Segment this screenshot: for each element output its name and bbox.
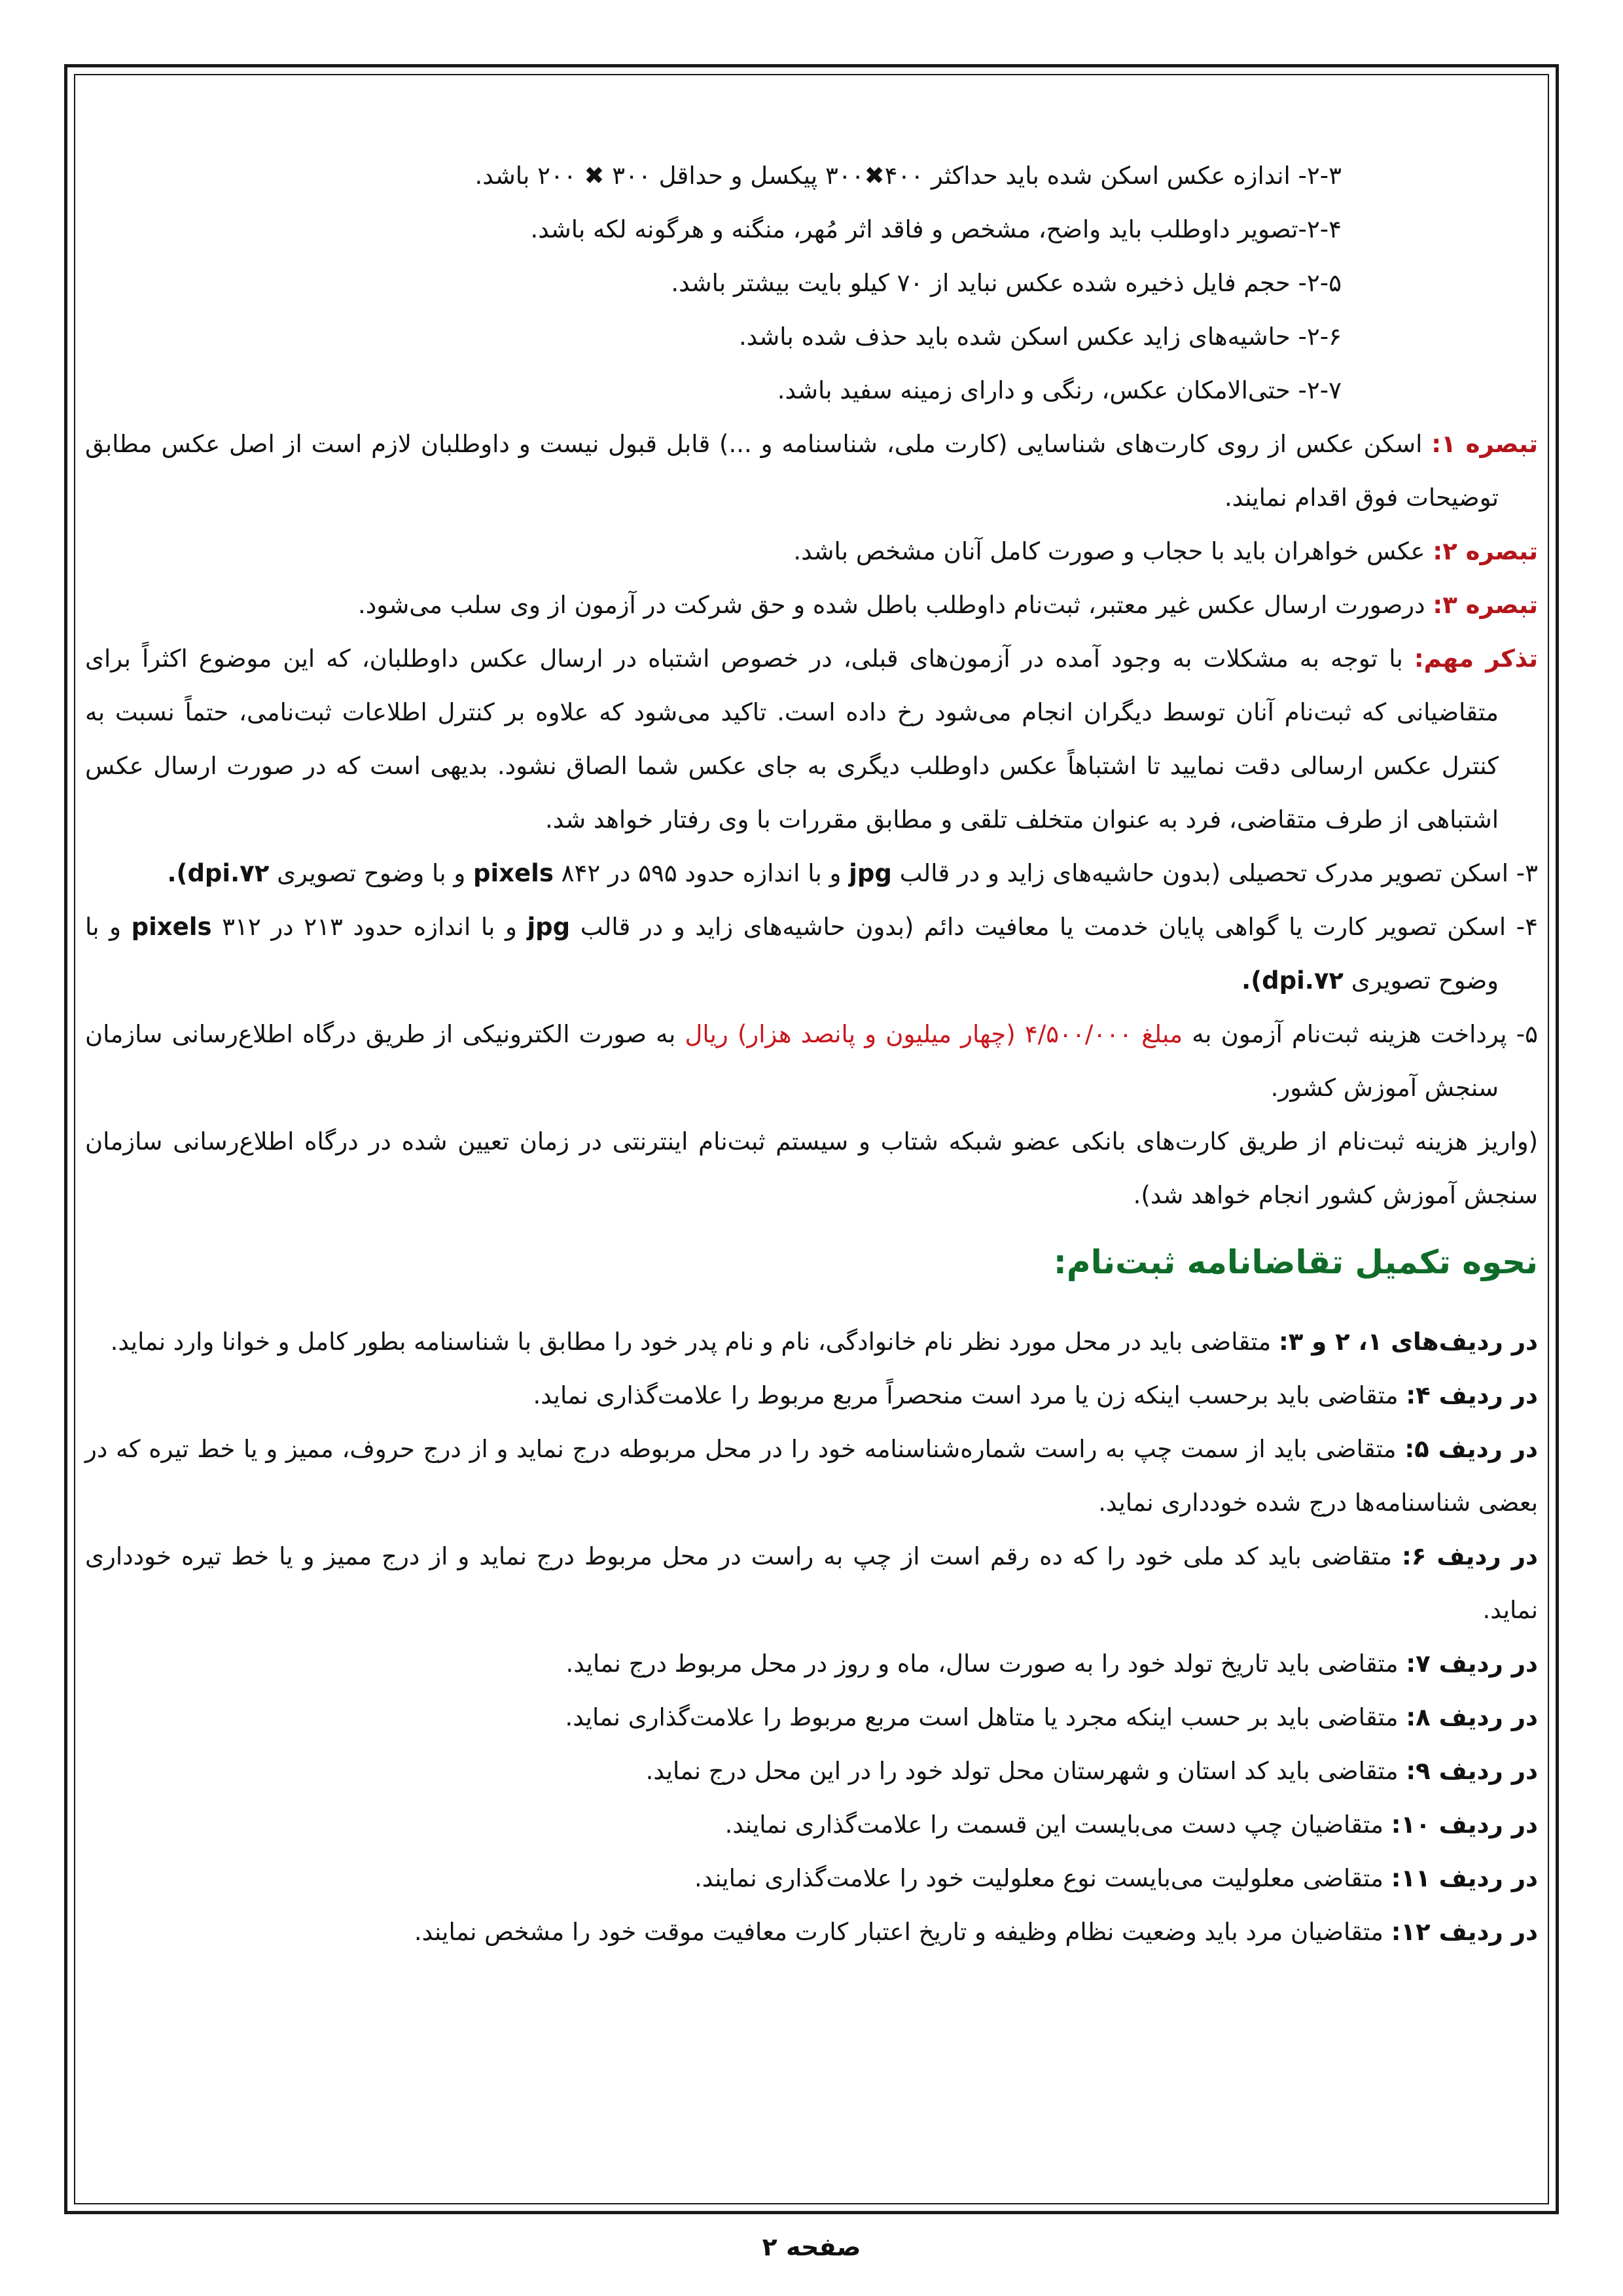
note-3-text: درصورت ارسال عکس غیر معتبر، ثبت‌نام داوطلب باطل شده و حق شرکت در آزمون از وی سلب می‌شود. [357,591,1433,619]
note-2-label: تبصره ۲: [1433,537,1538,565]
row-instruction-5 [85,1422,1538,1530]
payment-note: (واریز هزینه ثبت‌نام از طریق کارت‌های بانکی عضو شبکه شتاب و سیستم ثبت‌نام اینترنتی در زمان تعیین شده در درگاه اطلاع‌رسانی سازمان سنجش آموزش کشور انجام خواهد شد). [85,1127,1538,1209]
note-3-label: تبصره ۳: [1433,591,1538,619]
row-label: در ردیف ۵: [1404,1435,1538,1463]
item-3-suffix: و با وضوح تصویری [269,859,474,887]
item-4-dpi: dpi.۷۲). [1241,966,1344,995]
row-instruction-11 [85,1852,1538,1905]
item-3-dpi: dpi.۷۲). [167,859,270,887]
item-5-amount: مبلغ ۴/۵۰۰/۰۰۰ (چهار میلیون و پانصد هزار) ریال [685,1020,1183,1048]
row-label: در ردیف‌های ۱، ۲ و ۳: [1278,1328,1538,1356]
photo-requirements [85,149,1538,417]
row-label: در ردیف ۸: [1406,1703,1538,1731]
item-4-military-scan [85,900,1538,1008]
form-rows-instructions [85,1315,1538,1959]
row-text: متقاضی باید کد ملی خود را که ده رقم است از چپ به راست در محل مربوط درج نماید و از درج ممیز و یا خط تیره خودداری نماید. [85,1542,1538,1624]
item-5-payment [85,1008,1538,1115]
item-5-prefix: ۵- پرداخت هزینه ثبت‌نام آزمون به [1183,1020,1538,1048]
important-reminder-label: تذکر مهم: [1414,645,1538,673]
section-heading: نحوه تکمیل تقاضانامه ثبت‌نام: [1053,1243,1538,1281]
item-4-prefix: ۴- اسکن تصویر کارت یا گواهی پایان خدمت یا معافیت دائم (بدون حاشیه‌های زاید و در قالب [570,913,1538,941]
item-4-unit: pixels [131,913,212,941]
row-text: متقاضی باید در محل مورد نظر نام خانوادگی، نام و نام پدر خود را مطابق با شناسنامه بطور کامل و خوانا وارد نماید. [110,1328,1279,1356]
row-label: در ردیف ۶: [1401,1542,1538,1570]
row-text: متقاضی باید بر حسب اینکه مجرد یا متاهل است مربع مربوط را علامت‌گذاری نماید. [565,1703,1406,1731]
note-2 [85,525,1538,578]
item-4-size: و با اندازه حدود ۲۱۳ در ۳۱۲ [211,913,527,941]
row-instruction-10 [85,1798,1538,1852]
row-instruction-6 [85,1530,1538,1637]
sub-item-2-4: ۲-۴-تصویر داوطلب باید واضح، مشخص و فاقد اثر مُهر، منگنه و هرگونه لکه باشد. [530,215,1342,243]
item-3-education-scan [85,847,1538,900]
row-instruction-8 [85,1691,1538,1744]
row-text: متقاضی باید کد استان و شهرستان محل تولد خود را در این محل درج نماید. [645,1757,1406,1785]
row-label: در ردیف ۱۰: [1391,1810,1538,1839]
page-number: صفحه ۲ [762,2233,861,2261]
row-text: متقاضیان چپ دست می‌بایست این قسمت را علامت‌گذاری نمایند. [724,1810,1391,1839]
page-content [85,149,1538,1959]
row-text: متقاضی باید تاریخ تولد خود را به صورت سال، ماه و روز در محل مربوط درج نماید. [565,1650,1406,1678]
row-instruction-12 [85,1905,1538,1959]
important-reminder [85,632,1538,847]
sub-item-2-7: ۲-۷- حتی‌الامکان عکس، رنگی و دارای زمینه سفید باشد. [777,376,1342,404]
row-text: متقاضی باید از سمت چپ به راست شماره‌شناسنامه خود را در محل مربوطه درج نماید و از درج حروف، ممیز و یا خط تیره که در بعضی شناسنامه‌ها درج شده خودداری نماید. [85,1435,1538,1517]
note-2-text: عکس خواهران باید با حجاب و صورت کامل آنان مشخص باشد. [793,537,1433,565]
row-text: متقاضی باید برحسب اینکه زن یا مرد است منحصراً مربع مربوط را علامت‌گذاری نماید. [533,1381,1406,1409]
item-4-format: jpg [527,913,571,941]
item-5-suffix: به صورت الکترونیکی از طریق درگاه اطلاع‌رسانی سازمان سنجش آموزش کشور. [85,1020,1499,1102]
row-instruction-7 [85,1637,1538,1691]
row-text: متقاضیان مرد باید وضعیت نظام وظیفه و تاریخ اعتبار کارت معافیت موقت خود را مشخص نمایند. [414,1918,1391,1946]
item-3-unit: pixels [473,859,554,887]
row-instruction-1-2-3 [85,1315,1538,1369]
row-instruction-4 [85,1369,1538,1422]
row-text: متقاضی معلولیت می‌بایست نوع معلولیت خود را علامت‌گذاری نمایند. [694,1864,1391,1892]
row-label: در ردیف ۹: [1406,1757,1538,1785]
sub-item-2-5: ۲-۵- حجم فایل ذخیره شده عکس نباید از ۷۰ کیلو بایت بیشتر باشد. [671,269,1342,297]
note-1-label: تبصره ۱: [1431,430,1538,458]
row-label: در ردیف ۱۱: [1391,1864,1538,1892]
row-label: در ردیف ۷: [1406,1650,1538,1678]
item-3-format: jpg [849,859,892,887]
important-reminder-text: با توجه به مشکلات به وجود آمده در آزمون‌های قبلی، در خصوص اشتباه در ارسال عکس داوطلبان، که این موضوع اکثراً برای متقاضیانی که ثبت‌نام آنان توسط دیگران انجام می‌شود رخ داده است. تاکید می‌شود که علاوه بر کنترل اطلاعات ثبت‌نامی، حتماً نسبت به کنترل عکس ارسالی دقت نمایید تا اشتباهاً عکس داوطلب دیگری به جای عکس شما الصاق نشود. بدیهی است که در صورت ارسال عکس اشتباهی از طرف متقاضی، فرد به عنوان متخلف تلقی و مطابق مقررات با وی رفتار خواهد شد. [85,645,1499,834]
row-label: در ردیف ۴: [1406,1381,1538,1409]
item-3-prefix: ۳- اسکن تصویر مدرک تحصیلی (بدون حاشیه‌های زاید و در قالب [891,859,1538,887]
note-1 [85,417,1538,525]
row-label: در ردیف ۱۲: [1391,1918,1538,1946]
sub-item-2-3: ۲-۳- اندازه عکس اسکن شده باید حداکثر ۴۰۰✖۳۰۰ پیکسل و حداقل ۳۰۰ ✖ ۲۰۰ باشد. [474,162,1342,190]
note-3 [85,578,1538,632]
sub-item-2-6: ۲-۶- حاشیه‌های زاید عکس اسکن شده باید حذف شده باشد. [739,323,1342,351]
row-instruction-9 [85,1744,1538,1798]
item-4-suffix: و با وضوح تصویری [85,913,1499,995]
note-1-text: اسکن عکس از روی کارت‌های شناسایی (کارت ملی، شناسنامه و ...) قابل قبول نیست و داوطلبان لازم است از اصل عکس مطابق توضیحات فوق اقدام نمایند. [85,430,1499,512]
item-3-size: و با اندازه حدود ۵۹۵ در ۸۴۲ [553,859,849,887]
